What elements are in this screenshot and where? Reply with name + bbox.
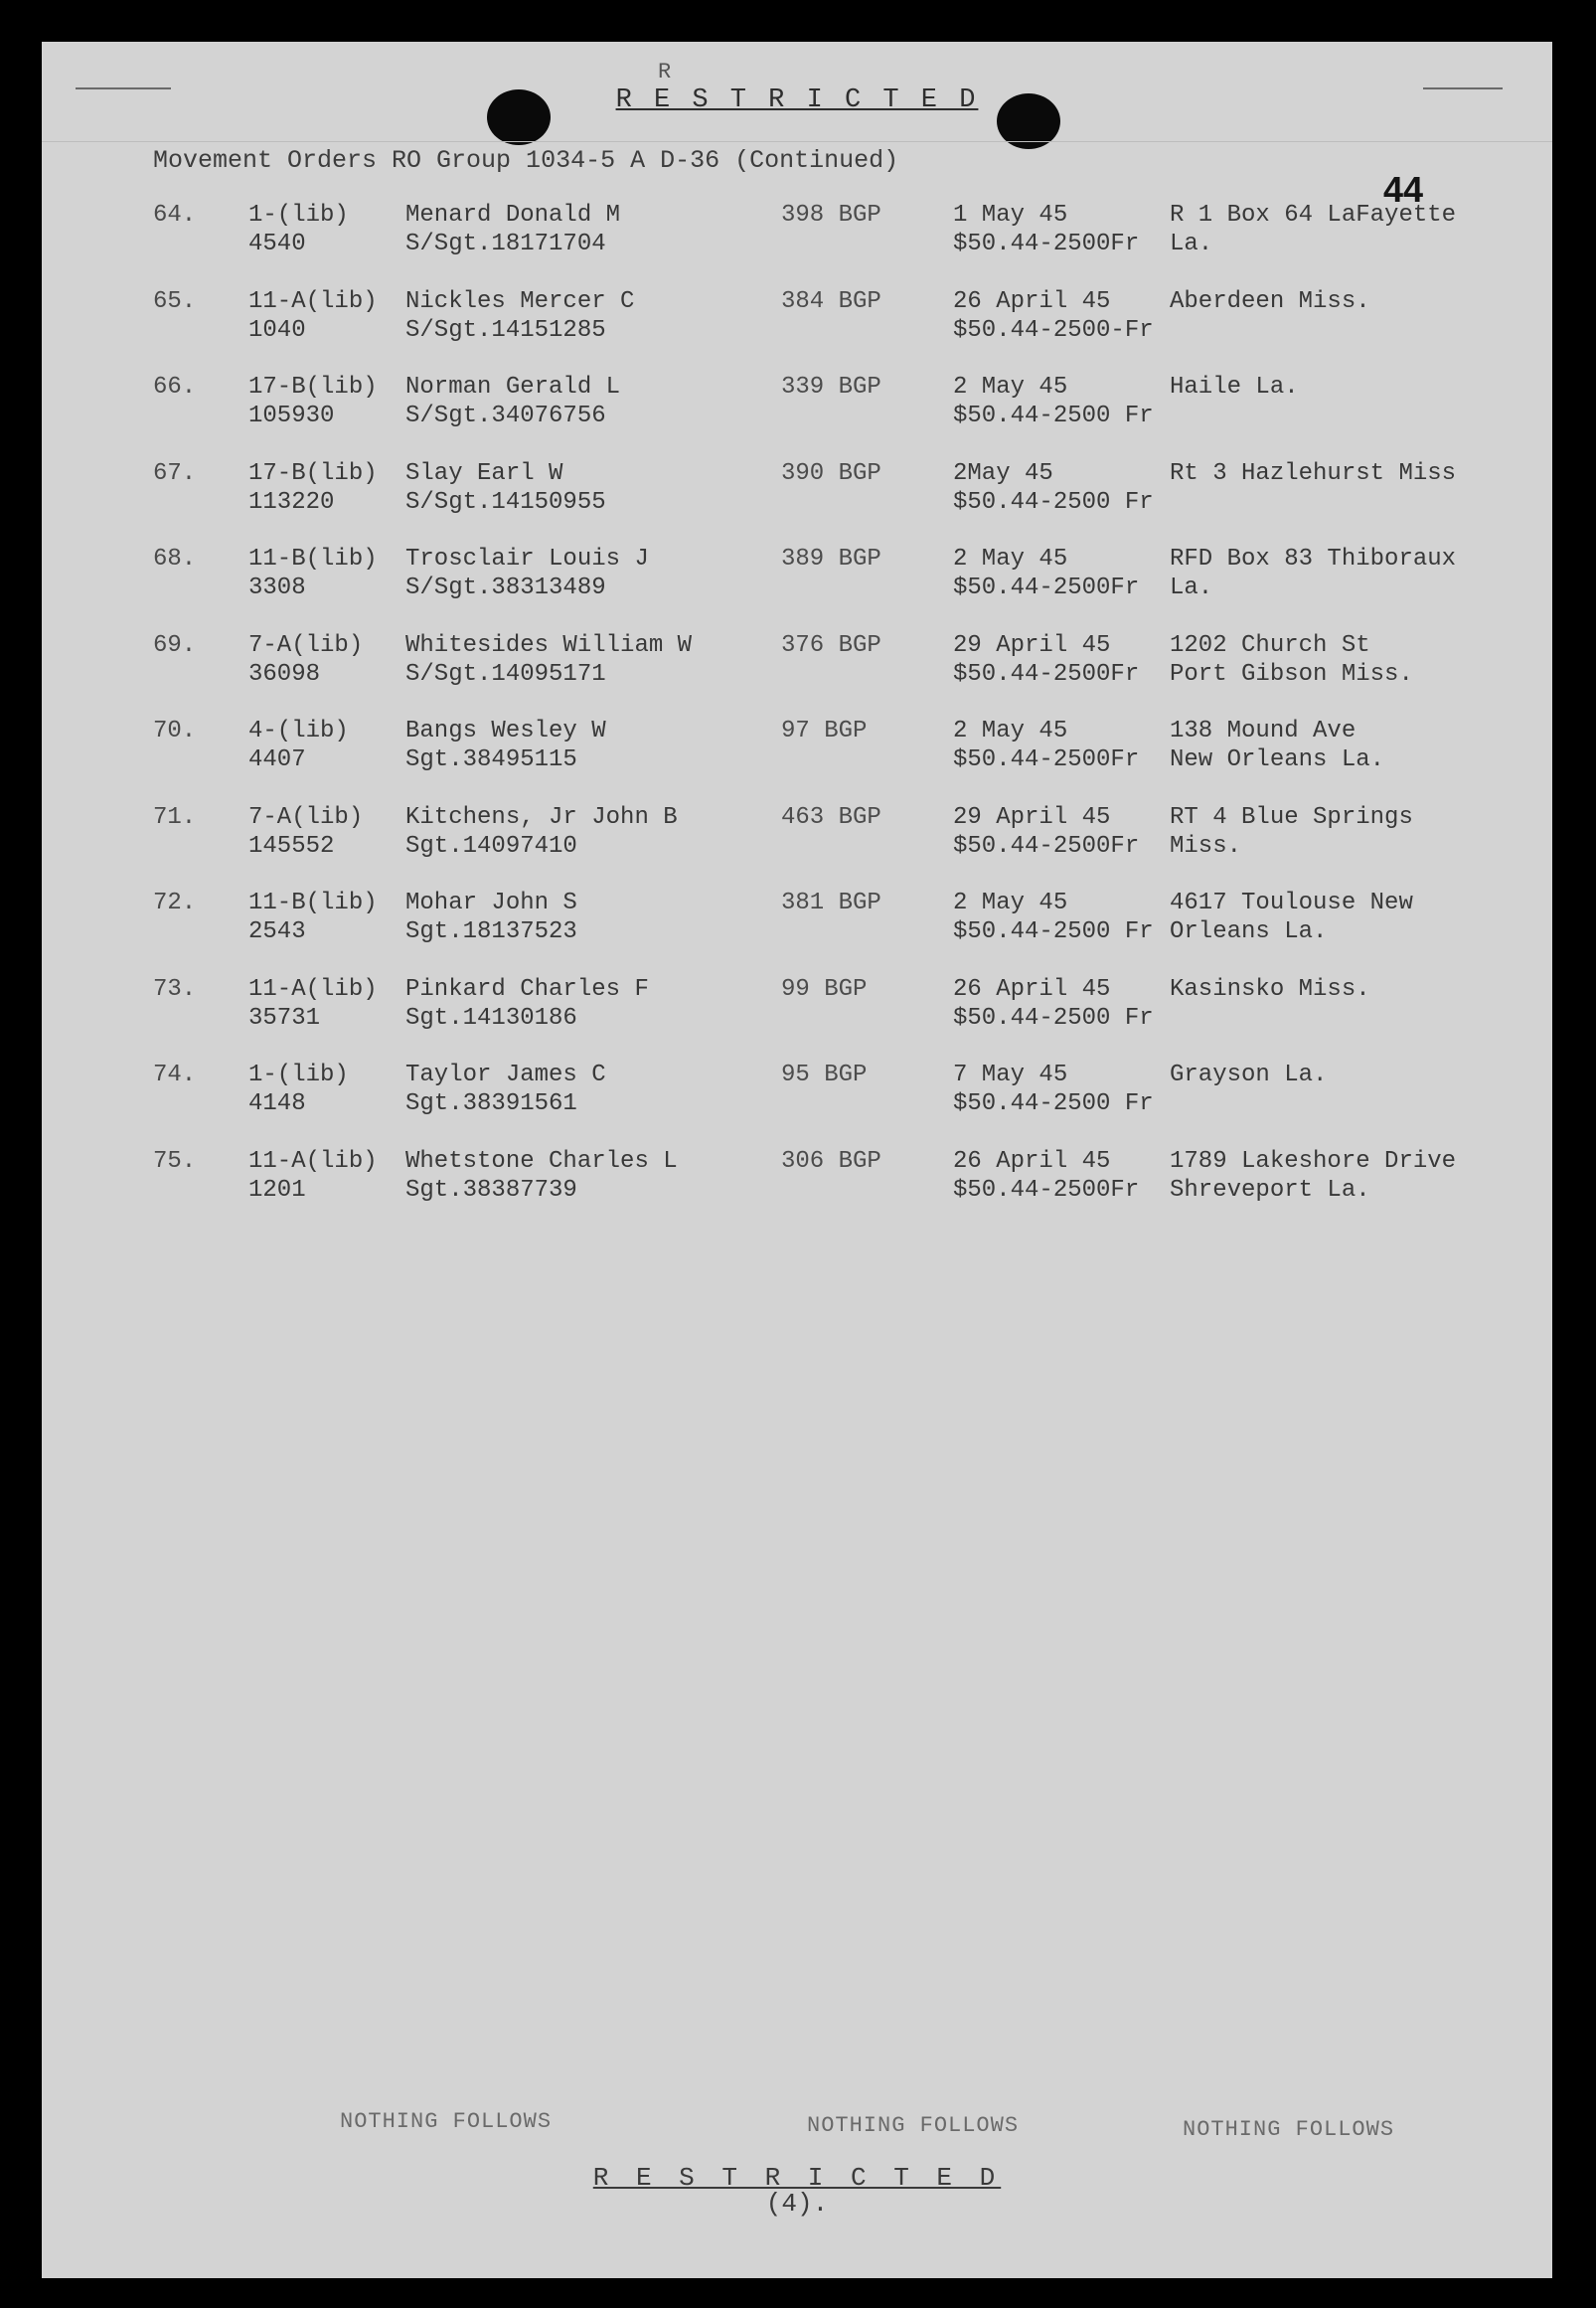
nothing-follows-note: NOTHING FOLLOWS — [1183, 2117, 1395, 2142]
entry-number: 74. — [153, 1062, 197, 1088]
personnel-info — [405, 1061, 606, 1118]
unit-info — [248, 1061, 349, 1118]
roster-row — [42, 545, 1552, 631]
roster-row — [42, 1061, 1552, 1147]
personnel-name: Bangs Wesley W — [405, 718, 606, 744]
charge: $50.44-2500Fr — [953, 1176, 1140, 1204]
personnel-info — [405, 545, 649, 602]
rank-serial: Sgt.14130186 — [405, 1004, 577, 1032]
date-info — [953, 631, 1139, 689]
entry-number: 72. — [153, 890, 197, 916]
header-mark: R — [658, 60, 672, 84]
date: 2 May 45 — [953, 374, 1068, 401]
date-info — [953, 803, 1139, 861]
charge: $50.44-2500Fr — [953, 832, 1140, 860]
unit-id: 36098 — [248, 660, 321, 688]
bomb-group: 376 BGP — [781, 631, 881, 659]
order-header: Movement Orders RO Group 1034-5 A D-36 (Continued) — [153, 146, 899, 175]
rank-serial: S/Sgt.34076756 — [405, 403, 606, 429]
unit-code: 7-A(lib) — [248, 631, 364, 659]
address-line-1: Haile La. — [1170, 374, 1299, 401]
date: 2 May 45 — [953, 890, 1068, 916]
personnel-info — [405, 889, 577, 946]
address-line-2: La. — [1170, 231, 1213, 257]
date-info — [953, 373, 1154, 430]
personnel-info — [405, 287, 634, 345]
unit-info — [248, 373, 378, 430]
rank-serial: Sgt.18137523 — [405, 918, 577, 945]
rank-serial: S/Sgt.14150955 — [405, 488, 606, 516]
unit-id: 4148 — [248, 1090, 306, 1117]
charge: $50.44-2500 Fr — [953, 1090, 1154, 1117]
address-line-1: Grayson La. — [1170, 1062, 1328, 1088]
unit-code: 17-B(lib) — [248, 374, 378, 401]
roster-row — [42, 373, 1552, 459]
address — [1170, 631, 1413, 689]
entry-number: 73. — [153, 975, 197, 1003]
entry-number: 70. — [153, 718, 197, 744]
entry-number: 71. — [153, 803, 197, 831]
personnel-info — [405, 1147, 678, 1205]
date-info — [953, 459, 1154, 517]
unit-info — [248, 889, 378, 946]
bomb-group: 99 BGP — [781, 975, 868, 1003]
restricted-stamp-bottom: R E S T R I C T E D — [592, 2163, 1002, 2193]
personnel-info — [405, 803, 678, 861]
address-line-1: R 1 Box 64 LaFayette — [1170, 202, 1457, 229]
roster-row — [42, 889, 1552, 975]
personnel-info — [405, 631, 692, 689]
address — [1170, 287, 1370, 316]
personnel-name: Whitesides William W — [405, 631, 693, 659]
address — [1170, 1147, 1456, 1205]
page-number: 44 — [1383, 169, 1424, 210]
address-line-1: 1202 Church St — [1170, 631, 1370, 659]
rank-serial: Sgt.38387739 — [405, 1176, 577, 1204]
personnel-name: Norman Gerald L — [405, 374, 621, 401]
unit-info — [248, 459, 378, 517]
unit-info — [248, 717, 349, 774]
address — [1170, 201, 1456, 258]
roster-row — [42, 201, 1552, 287]
address-line-2: New Orleans La. — [1170, 746, 1385, 773]
address-line-2: Shreveport La. — [1170, 1176, 1370, 1204]
unit-id: 4407 — [248, 746, 306, 773]
roster-row — [42, 631, 1552, 718]
date-info — [953, 717, 1139, 774]
document-page — [42, 42, 1552, 2278]
restricted-stamp-top: R E S T R I C T E D — [615, 85, 979, 115]
fold-line — [42, 141, 1552, 142]
date: 26 April 45 — [953, 975, 1111, 1003]
rank-serial: Sgt.14097410 — [405, 832, 577, 860]
rank-serial: S/Sgt.14151285 — [405, 316, 606, 344]
personnel-info — [405, 373, 620, 430]
unit-id: 2543 — [248, 918, 306, 945]
unit-id: 35731 — [248, 1004, 321, 1032]
address-line-1: Kasinsko Miss. — [1170, 975, 1370, 1003]
date: 29 April 45 — [953, 631, 1111, 659]
unit-code: 1-(lib) — [248, 1062, 349, 1088]
personnel-info — [405, 975, 649, 1033]
unit-code: 11-A(lib) — [248, 975, 378, 1003]
date: 2 May 45 — [953, 718, 1068, 744]
charge: $50.44-2500 Fr — [953, 918, 1154, 945]
personnel-name: Trosclair Louis J — [405, 546, 649, 573]
unit-info — [248, 287, 378, 345]
address-line-2: Miss. — [1170, 832, 1242, 860]
address-line-2: La. — [1170, 575, 1213, 601]
personnel-name: Whetstone Charles L — [405, 1147, 678, 1175]
bomb-group: 381 BGP — [781, 890, 881, 916]
rank-serial: S/Sgt.18171704 — [405, 231, 606, 257]
nothing-follows-note: NOTHING FOLLOWS — [340, 2109, 553, 2134]
roster-row — [42, 459, 1552, 546]
roster-row — [42, 975, 1552, 1062]
address — [1170, 545, 1456, 602]
personnel-info — [405, 459, 606, 517]
entry-number: 66. — [153, 374, 197, 401]
date-info — [953, 545, 1139, 602]
entry-number: 69. — [153, 631, 197, 659]
address-line-1: 4617 Toulouse New — [1170, 890, 1413, 916]
charge: $50.44-2500 Fr — [953, 488, 1154, 516]
unit-id: 145552 — [248, 832, 335, 860]
roster-row — [42, 1147, 1552, 1234]
personnel-roster — [42, 201, 1552, 1233]
address — [1170, 717, 1384, 774]
bomb-group: 95 BGP — [781, 1062, 868, 1088]
unit-info — [248, 545, 378, 602]
footer-page-number: (4). — [765, 2189, 829, 2219]
date-info — [953, 975, 1154, 1033]
unit-id: 105930 — [248, 403, 335, 429]
address-line-1: RT 4 Blue Springs — [1170, 803, 1413, 831]
bomb-group: 339 BGP — [781, 374, 881, 401]
unit-code: 11-A(lib) — [248, 287, 378, 315]
unit-id: 1040 — [248, 316, 306, 344]
entry-number: 68. — [153, 546, 197, 573]
address — [1170, 975, 1370, 1004]
unit-code: 17-B(lib) — [248, 459, 378, 487]
entry-number: 65. — [153, 287, 197, 315]
personnel-name: Kitchens, Jr John B — [405, 803, 678, 831]
personnel-name: Taylor James C — [405, 1062, 606, 1088]
personnel-name: Pinkard Charles F — [405, 975, 649, 1003]
date-info — [953, 889, 1154, 946]
date-info — [953, 287, 1154, 345]
rank-serial: S/Sgt.14095171 — [405, 660, 606, 688]
date: 1 May 45 — [953, 202, 1068, 229]
unit-code: 11-B(lib) — [248, 890, 378, 916]
bomb-group: 97 BGP — [781, 718, 868, 744]
unit-code: 7-A(lib) — [248, 803, 364, 831]
unit-id: 4540 — [248, 231, 306, 257]
unit-code: 1-(lib) — [248, 202, 349, 229]
entry-number: 75. — [153, 1147, 197, 1175]
roster-row — [42, 717, 1552, 803]
nothing-follows-note: NOTHING FOLLOWS — [807, 2113, 1020, 2138]
charge: $50.44-2500 Fr — [953, 403, 1154, 429]
entry-number: 67. — [153, 459, 197, 487]
personnel-info — [405, 201, 620, 258]
address-line-1: RFD Box 83 Thiboraux — [1170, 546, 1457, 573]
charge: $50.44-2500 Fr — [953, 1004, 1154, 1032]
bomb-group: 463 BGP — [781, 803, 881, 831]
address-line-2: Port Gibson Miss. — [1170, 660, 1413, 688]
rank-serial: S/Sgt.38313489 — [405, 575, 606, 601]
address-line-1: Rt 3 Hazlehurst Miss — [1170, 459, 1457, 487]
rank-serial: Sgt.38495115 — [405, 746, 577, 773]
charge: $50.44-2500Fr — [953, 660, 1140, 688]
personnel-name: Menard Donald M — [405, 202, 621, 229]
charge: $50.44-2500-Fr — [953, 316, 1154, 344]
address-line-2: Orleans La. — [1170, 918, 1328, 945]
unit-id: 1201 — [248, 1176, 306, 1204]
bomb-group: 306 BGP — [781, 1147, 881, 1175]
bomb-group: 398 BGP — [781, 202, 881, 229]
personnel-name: Mohar John S — [405, 890, 577, 916]
roster-row — [42, 287, 1552, 374]
address — [1170, 373, 1299, 402]
date: 29 April 45 — [953, 803, 1111, 831]
address-line-1: Aberdeen Miss. — [1170, 287, 1370, 315]
unit-id: 113220 — [248, 488, 335, 516]
date-info — [953, 1147, 1139, 1205]
bomb-group: 390 BGP — [781, 459, 881, 487]
date: 2 May 45 — [953, 546, 1068, 573]
rank-serial: Sgt.38391561 — [405, 1090, 577, 1117]
bomb-group: 389 BGP — [781, 546, 881, 573]
personnel-name: Slay Earl W — [405, 459, 563, 487]
date-info — [953, 201, 1139, 258]
address — [1170, 459, 1456, 488]
unit-info — [248, 201, 349, 258]
date-info — [953, 1061, 1154, 1118]
personnel-name: Nickles Mercer C — [405, 287, 635, 315]
roster-row — [42, 803, 1552, 890]
date: 7 May 45 — [953, 1062, 1068, 1088]
charge: $50.44-2500Fr — [953, 231, 1140, 257]
unit-id: 3308 — [248, 575, 306, 601]
date: 26 April 45 — [953, 1147, 1111, 1175]
unit-info — [248, 1147, 378, 1205]
address — [1170, 803, 1413, 861]
charge: $50.44-2500Fr — [953, 746, 1140, 773]
unit-code: 4-(lib) — [248, 718, 349, 744]
date: 26 April 45 — [953, 287, 1111, 315]
bomb-group: 384 BGP — [781, 287, 881, 315]
unit-code: 11-B(lib) — [248, 546, 378, 573]
address — [1170, 889, 1413, 946]
charge: $50.44-2500Fr — [953, 575, 1140, 601]
personnel-info — [405, 717, 606, 774]
address — [1170, 1061, 1327, 1089]
unit-info — [248, 803, 363, 861]
address-line-1: 138 Mound Ave — [1170, 718, 1357, 744]
address-line-1: 1789 Lakeshore Drive — [1170, 1147, 1457, 1175]
unit-code: 11-A(lib) — [248, 1147, 378, 1175]
unit-info — [248, 631, 363, 689]
entry-number: 64. — [153, 202, 197, 229]
date: 2May 45 — [953, 459, 1053, 487]
unit-info — [248, 975, 378, 1033]
